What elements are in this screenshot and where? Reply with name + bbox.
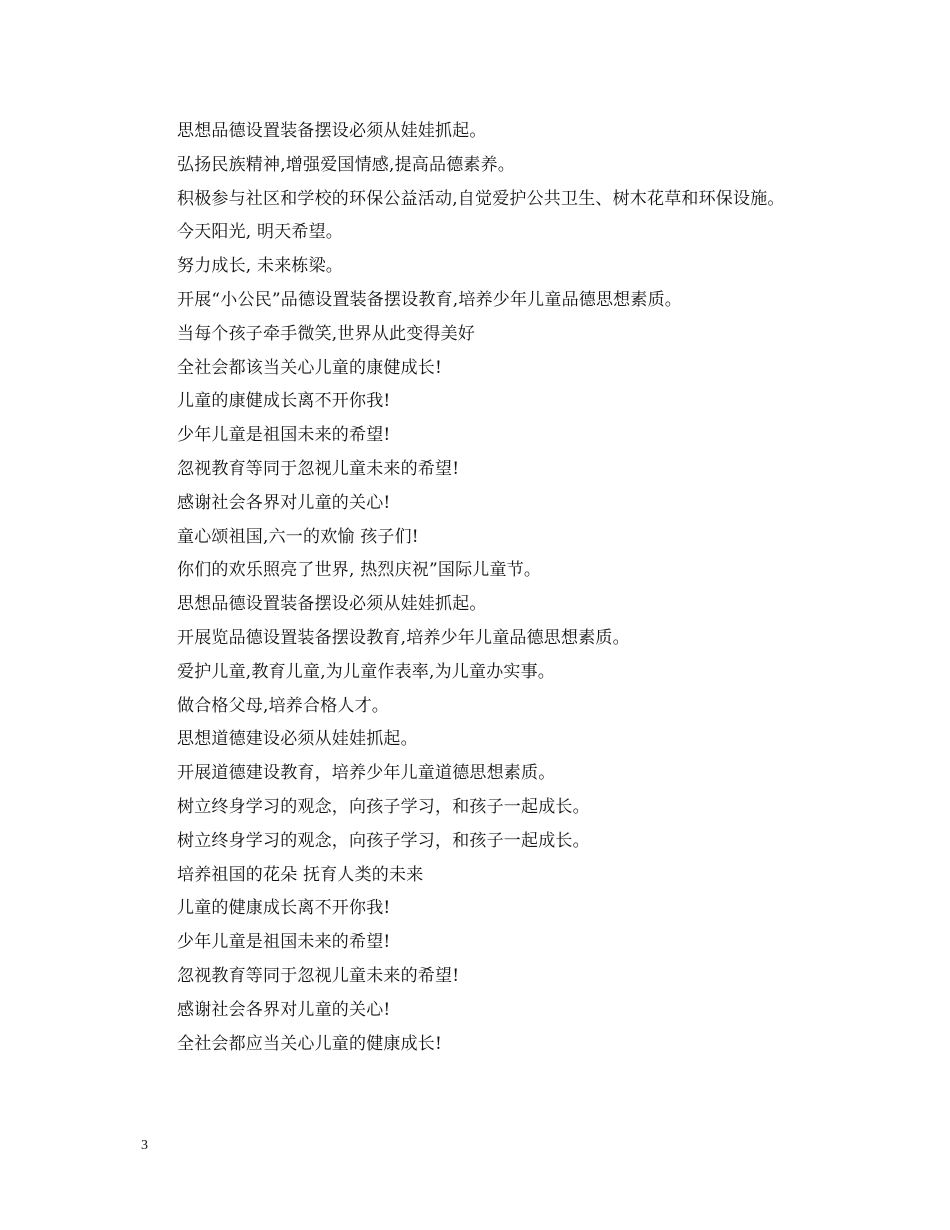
paragraph: 儿童的康健成长离不开你我! bbox=[177, 391, 391, 412]
paragraph: 开展览品德设置装备摆设教育,培养少年儿童品德思想素质。 bbox=[177, 627, 630, 648]
paragraph: 树立终身学习的观念，向孩子学习，和孩子一起成长。 bbox=[177, 830, 590, 851]
paragraph: 童心颂祖国,六一的欢愉 孩子们! bbox=[177, 526, 419, 547]
paragraph: 思想品德设置装备摆设必须从娃娃抓起。 bbox=[177, 121, 487, 141]
paragraph: 思想道德建设必须从娃娃抓起。 bbox=[177, 729, 418, 750]
paragraph: 感谢社会各界对儿童的关心! bbox=[177, 492, 391, 513]
paragraph: 全社会都该当关心儿童的康健成长! bbox=[177, 357, 443, 378]
paragraph: 做合格父母,培养合格人才。 bbox=[177, 695, 390, 716]
paragraph: 努力成长, 未来栋梁。 bbox=[177, 256, 344, 277]
paragraph: 树立终身学习的观念，向孩子学习，和孩子一起成长。 bbox=[177, 796, 590, 817]
paragraph: 感谢社会各界对儿童的关心! bbox=[177, 999, 391, 1020]
paragraph: 你们的欢乐照亮了世界, 热烈庆祝”国际儿童节。 bbox=[177, 560, 542, 581]
paragraph: 弘扬民族精神,增强爱国情感,提高品德素养。 bbox=[177, 154, 516, 175]
paragraph: 儿童的健康成长离不开你我! bbox=[177, 898, 391, 919]
paragraph: 培养祖国的花朵 抚育人类的未来 bbox=[177, 864, 424, 885]
paragraph: 当每个孩子牵手微笑,世界从此变得美好 bbox=[177, 323, 476, 344]
document-body bbox=[141, 115, 816, 1061]
paragraph: 思想品德设置装备摆设必须从娃娃抓起。 bbox=[177, 594, 487, 615]
paragraph: 少年儿童是祖国未来的希望! bbox=[177, 932, 391, 953]
paragraph: 忽视教育等同于忽视儿童未来的希望! bbox=[177, 965, 460, 986]
paragraph: 今天阳光, 明天希望。 bbox=[177, 222, 344, 243]
paragraph: 少年儿童是祖国未来的希望! bbox=[177, 425, 391, 446]
paragraph: 开展道德建设教育，培养少年儿童道德思想素质。 bbox=[177, 763, 556, 784]
page-number: 3 bbox=[141, 1138, 148, 1153]
paragraph: 开展“小公民”品德设置装备摆设教育,培养少年儿童品德思想素质。 bbox=[177, 289, 682, 310]
paragraph: 积极参与社区和学校的环保公益活动,自觉爱护公共卫生、树木花草和环保设施。 bbox=[177, 188, 785, 209]
paragraph: 全社会都应当关心儿童的健康成长! bbox=[177, 1033, 443, 1054]
paragraph: 爱护儿童,教育儿童,为儿童作表率,为儿童办实事。 bbox=[177, 661, 556, 682]
paragraph: 忽视教育等同于忽视儿童未来的希望! bbox=[177, 458, 460, 479]
